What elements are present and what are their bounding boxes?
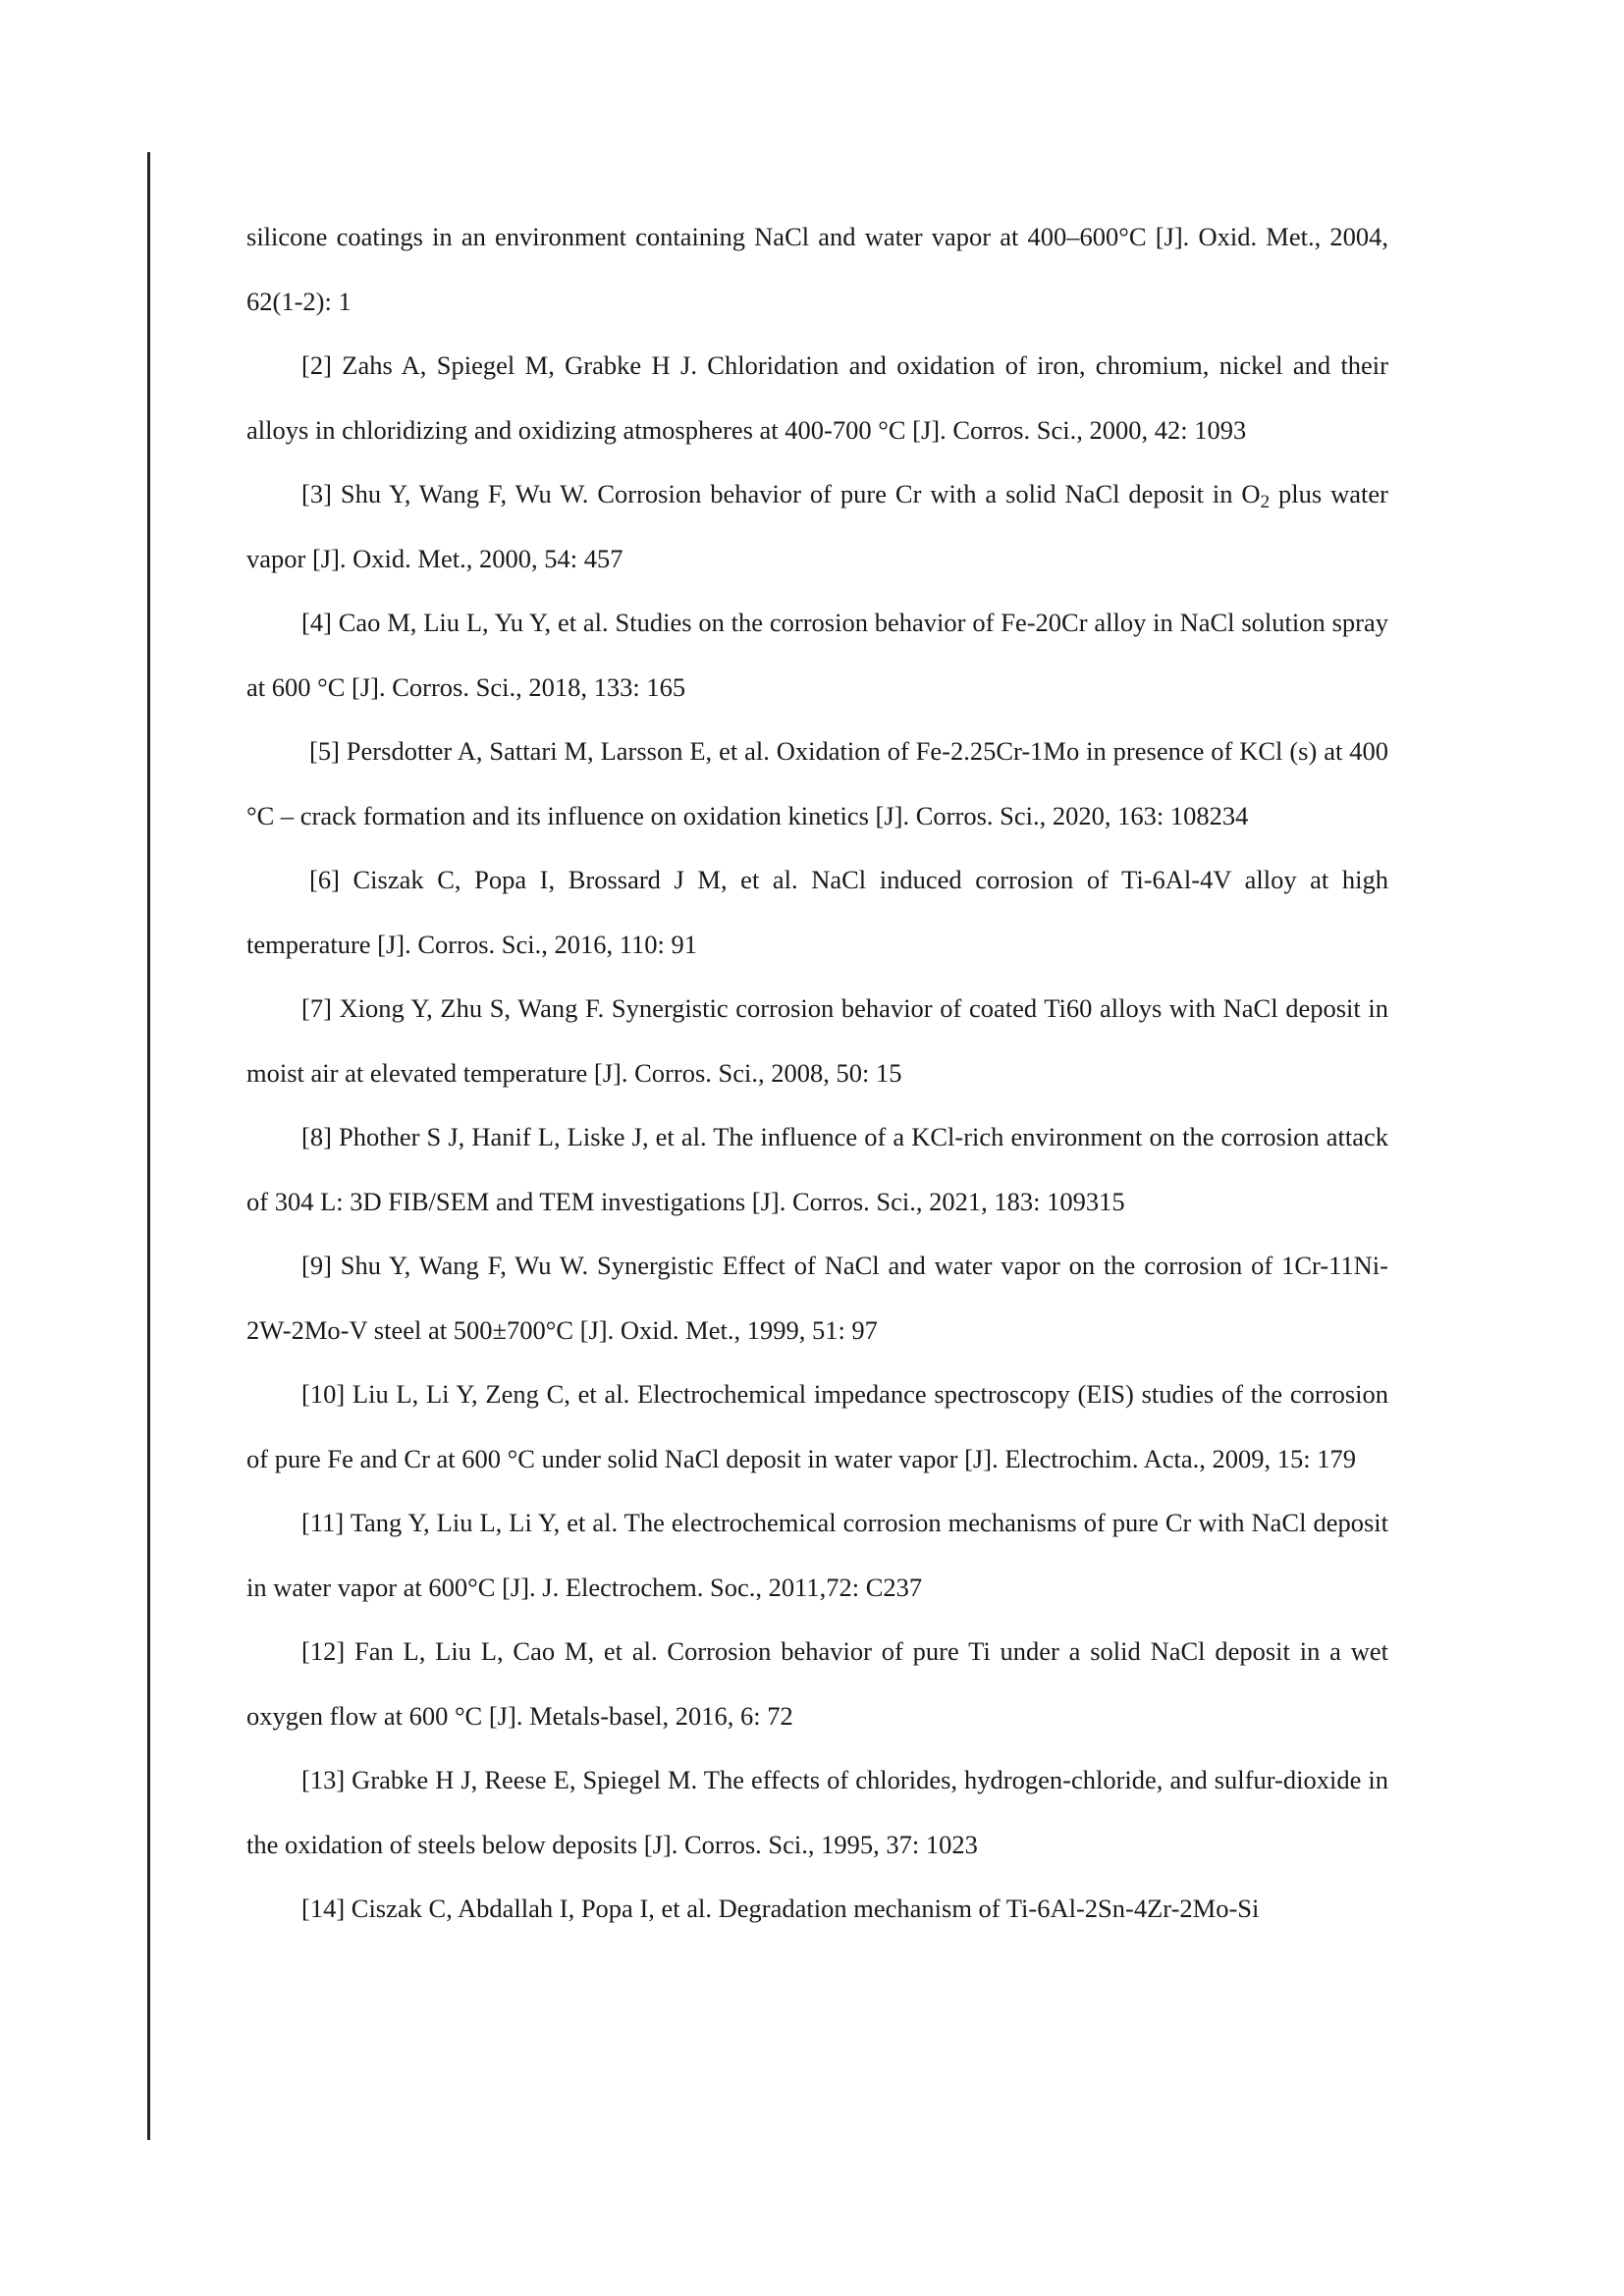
reference-3-text-end: plus water vapor [J]. Oxid. Met., 2000, 54: 457 — [246, 479, 1388, 573]
reference-12: [12] Fan L, Liu L, Cao M, et al. Corrosion behavior of pure Ti under a solid NaCl deposit in a wet oxygen flow at 600 °C [J]. Metals-basel, 2016, 6: 72 — [246, 1636, 1388, 1731]
reference-11: [11] Tang Y, Liu L, Li Y, et al. The electrochemical corrosion mechanisms of pure Cr with NaCl deposit in water vapor at 600°C [J]. J. Electrochem. Soc., 2011,72: C237 — [246, 1508, 1388, 1602]
reference-8: [8] Phother S J, Hanif L, Liske J, et al. The influence of a KCl-rich environment on the corrosion attack of 304 L: 3D FIB/SEM and TEM investigations [J]. Corros. Sci., 2021, 183: 109315 — [246, 1122, 1388, 1216]
reference-7: [7] Xiong Y, Zhu S, Wang F. Synergistic corrosion behavior of coated Ti60 alloys with NaCl deposit in moist air at elevated temperature [J]. Corros. Sci., 2008, 50: 15 — [246, 993, 1388, 1088]
reference-2: [2] Zahs A, Spiegel M, Grabke H J. Chloridation and oxidation of iron, chromium, nickel and their alloys in chloridizing and oxidizing atmospheres at 400-700 °C [J]. Corros. Sci., 2000, 42: 1093 — [246, 350, 1388, 445]
reference-6: [6] Ciszak C, Popa I, Brossard J M, et al. NaCl induced corrosion of Ti-6Al-4V alloy at high temperature [J]. Corros. Sci., 2016, 110: 91 — [246, 865, 1388, 959]
reference-10: [10] Liu L, Li Y, Zeng C, et al. Electrochemical impedance spectroscopy (EIS) studies of the corrosion of pure Fe and Cr at 600 °C under solid NaCl deposit in water vapor [J]. Electrochim. Acta., 2009, 15: 179 — [246, 1379, 1388, 1473]
reference-3-subscript: 2 — [1260, 491, 1271, 512]
reference-9: [9] Shu Y, Wang F, Wu W. Synergistic Effect of NaCl and water vapor on the corrosion of 1Cr-11Ni-2W-2Mo-V steel at 500±700°C [J]. Oxid. Met., 1999, 51: 97 — [246, 1251, 1388, 1345]
reference-4: [4] Cao M, Liu L, Yu Y, et al. Studies on the corrosion behavior of Fe-20Cr alloy in NaCl solution spray at 600 °C [J]. Corros. Sci., 2018, 133: 165 — [246, 608, 1388, 702]
margin-rule — [147, 152, 150, 2140]
reference-3 — [246, 462, 1388, 591]
reference-13: [13] Grabke H J, Reese E, Spiegel M. The effects of chlorides, hydrogen-chloride, and sulfur-dioxide in the oxidation of steels below deposits [J]. Corros. Sci., 1995, 37: 1023 — [246, 1765, 1388, 1859]
reference-14: [14] Ciszak C, Abdallah I, Popa I, et al. Degradation mechanism of Ti-6Al-2Sn-4Zr-2Mo-Si — [301, 1894, 1260, 1923]
reference-3-text: [3] Shu Y, Wang F, Wu W. Corrosion behavior of pure Cr with a solid NaCl deposit in O — [301, 479, 1261, 508]
reference-continuation: silicone coatings in an environment containing NaCl and water vapor at 400–600°C [J]. Oxid. Met., 2004, 62(1-2): 1 — [246, 222, 1388, 316]
reference-5: [5] Persdotter A, Sattari M, Larsson E, et al. Oxidation of Fe-2.25Cr-1Mo in presence of KCl (s) at 400 °C – crack formation and its influence on oxidation kinetics [J]. Corros. Sci., 2020, 163: 108234 — [246, 736, 1388, 830]
reference-list — [246, 205, 1388, 1942]
